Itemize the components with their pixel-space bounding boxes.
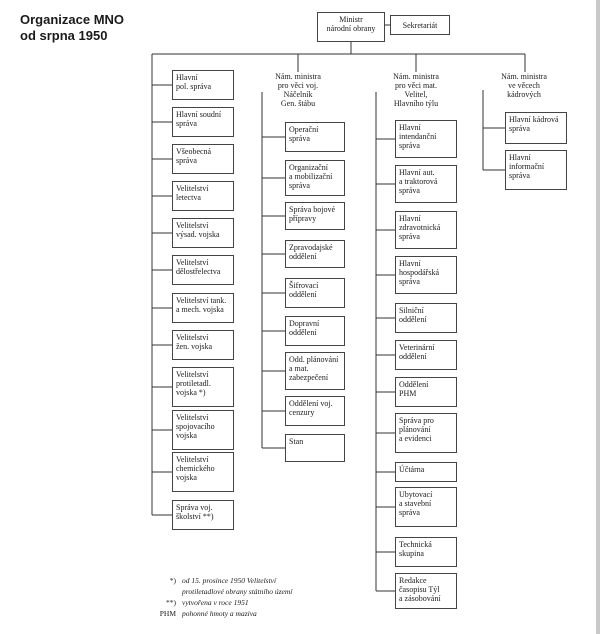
title-line-1: Organizace MNO <box>20 12 125 27</box>
col0-item: Velitelství protiletadl. vojska *) <box>172 367 234 407</box>
title-line-2: od srpna 1950 <box>20 28 108 43</box>
col1-item: Organizační a mobilizační správa <box>285 160 345 196</box>
col0-item: Velitelství spojovacího vojska <box>172 410 234 450</box>
col2-item: Správa pro plánování a evidenci <box>395 413 457 453</box>
col0-item: Všeobecná správa <box>172 144 234 174</box>
col2-item: Oddělení PHM <box>395 377 457 407</box>
col2-item: Redakce časopisu Týl a zásobování <box>395 573 457 609</box>
col1-item: Odd. plánování a mat. zabezpečení <box>285 352 345 390</box>
col0-item: Hlavní pol. správa <box>172 70 234 100</box>
col0-item: Velitelství dělostřelectva <box>172 255 234 285</box>
footnotes <box>150 575 292 619</box>
col0-item: Hlavní soudní správa <box>172 107 234 137</box>
col2-item: Hlavní intendanční správa <box>395 120 457 158</box>
col2-item: Silniční oddělení <box>395 303 457 333</box>
footnote-symbol: *) <box>169 576 176 585</box>
col3-item: Hlavní informační správa <box>505 150 567 190</box>
col2-item: Hlavní zdravotnická správa <box>395 211 457 249</box>
col2-item: Ubytovací a stavební správа <box>395 487 457 527</box>
minister-box: Ministr národní obrany <box>317 12 385 42</box>
col3-header: Nám. ministra ve věcech kádrových <box>501 72 547 99</box>
footnote-text: pohonné hmoty a maziva <box>182 609 257 618</box>
footnote-text: vytvořena v roce 1951 <box>182 598 249 607</box>
col1-header: Nám. ministra pro věci voj. Náčelník Gen. štábu <box>275 72 321 108</box>
footnote-symbol: PHM <box>159 609 176 618</box>
col0-item: Správa voj. školství **) <box>172 500 234 530</box>
col1-item: Šifrovací oddělení <box>285 278 345 308</box>
footnote <box>150 608 292 619</box>
col3-item: Hlavní kádrová správa <box>505 112 567 144</box>
col2-item: Technická skupina <box>395 537 457 567</box>
col1-item: Oddělení voj. cenzury <box>285 396 345 426</box>
col2-item: Veterinární oddělení <box>395 340 457 370</box>
col2-item: Hlavní hospodářská správa <box>395 256 457 294</box>
page-edge <box>596 0 600 634</box>
col2-item: Hlavní aut. a traktorová správa <box>395 165 457 203</box>
col2-item: Účtárna <box>395 462 457 482</box>
col0-item: Velitelství chemického vojska <box>172 452 234 492</box>
col0-item: Velitelství letectva <box>172 181 234 211</box>
col1-item: Správa bojové přípravy <box>285 202 345 230</box>
footnote-symbol: **) <box>166 598 176 607</box>
col0-item: Velitelství tank. a mech. vojska <box>172 293 234 323</box>
col2-header: Nám. ministra pro věci mat. Velitel, Hlavního týlu <box>393 72 439 108</box>
col0-item: Velitelství výsad. vojska <box>172 218 234 248</box>
secretariat-box: Sekretariát <box>390 15 450 35</box>
col1-item: Dopravní oddělení <box>285 316 345 346</box>
footnote <box>150 597 292 608</box>
col1-item: Operační správa <box>285 122 345 152</box>
col1-item: Zpravodajské oddělení <box>285 240 345 268</box>
footnote-text: od 15. prosince 1950 Velitelství protiletadlové obrany státního území <box>182 576 293 596</box>
footnote <box>150 575 292 597</box>
col0-item: Velitelství žen. vojska <box>172 330 234 360</box>
col1-item: Stan <box>285 434 345 462</box>
